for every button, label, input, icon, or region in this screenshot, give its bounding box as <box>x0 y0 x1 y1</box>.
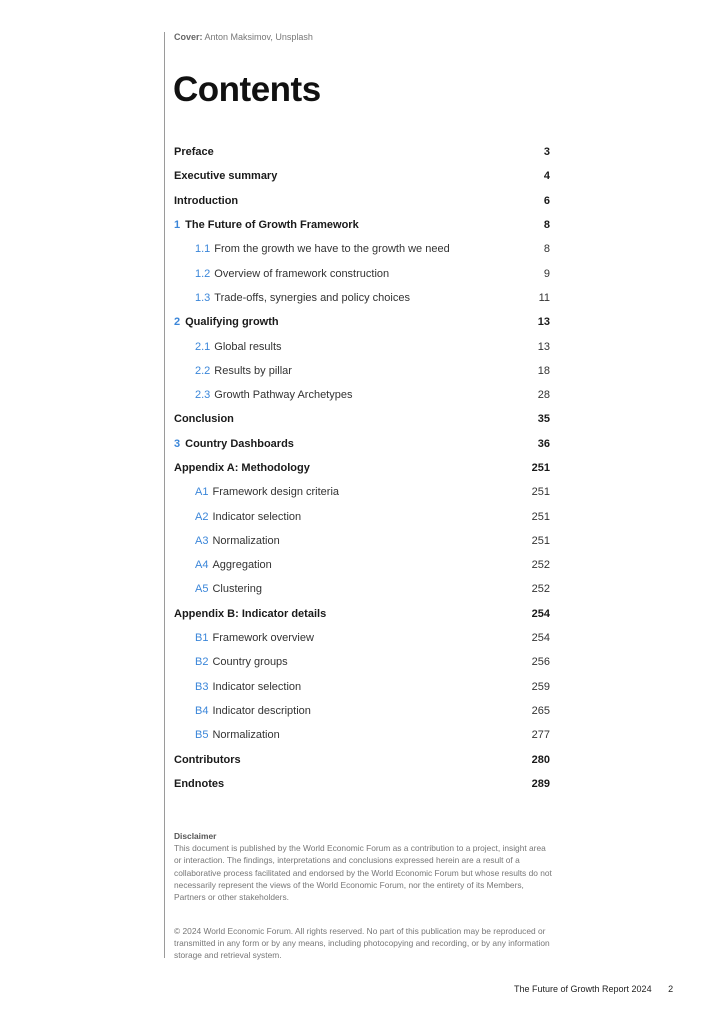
toc-entry-number: 3 <box>174 437 181 450</box>
toc-entry-label: Results by pillar <box>214 364 292 377</box>
toc-entry-label: Executive summary <box>174 170 278 183</box>
left-margin-rule <box>164 32 165 958</box>
toc-subsection[interactable] <box>174 529 550 553</box>
toc-entry-page: 289 <box>531 777 550 790</box>
toc-entry-page: 252 <box>531 583 550 596</box>
toc-section[interactable] <box>174 213 550 237</box>
toc-subsection[interactable] <box>174 359 550 383</box>
toc-entry-title <box>195 511 301 523</box>
page-footer <box>514 984 673 994</box>
toc-entry-label: Framework overview <box>212 632 314 645</box>
toc-entry-title <box>195 365 292 377</box>
toc-entry-label: Global results <box>214 340 282 353</box>
toc-entry-number: A3 <box>195 534 209 547</box>
toc-subsection[interactable] <box>174 334 550 358</box>
toc-entry-label: Framework design criteria <box>212 486 340 499</box>
toc-subsection[interactable] <box>174 504 550 528</box>
toc-entry-page: 35 <box>537 413 550 426</box>
toc-entry-page: 9 <box>543 267 550 280</box>
toc-entry-number: B2 <box>195 656 209 669</box>
toc-subsection[interactable] <box>174 626 550 650</box>
toc-entry-number: 2 <box>174 316 181 329</box>
footer-page-number: 2 <box>668 984 674 994</box>
cover-credit-text: Anton Maksimov, Unsplash <box>204 32 313 42</box>
toc-entry-page: 13 <box>537 316 550 329</box>
toc-entry-label: Introduction <box>174 194 239 207</box>
toc-entry-label: Indicator description <box>212 704 311 717</box>
toc-entry-page: 256 <box>531 656 550 669</box>
toc-entry-number: B5 <box>195 729 209 742</box>
toc-entry-label: Country Dashboards <box>185 437 294 450</box>
toc-entry-page: 277 <box>531 729 550 742</box>
toc-entry-label: Clustering <box>212 583 262 596</box>
toc-section[interactable] <box>174 310 550 334</box>
toc-entry-page: 251 <box>531 486 550 499</box>
toc-entry-title <box>174 316 279 328</box>
copyright-notice: © 2024 World Economic Forum. All rights reserved. No part of this publication may be reproduced or transmitted in any form or by any means, including photocopying and recording, or by any information storage and retrieval system. <box>174 926 550 961</box>
toc-entry-title <box>195 632 314 644</box>
toc-entry-number: 1.3 <box>195 291 211 304</box>
toc-entry-label: Appendix B: Indicator details <box>174 607 327 620</box>
toc-entry-label: Normalization <box>212 729 280 742</box>
toc-entry-page: 11 <box>538 291 550 304</box>
toc-entry-title <box>195 681 301 693</box>
toc-subsection[interactable] <box>174 577 550 601</box>
toc-entry-title <box>195 656 288 668</box>
toc-section[interactable] <box>174 140 550 164</box>
toc-entry-number: 1.1 <box>195 243 211 256</box>
toc-subsection[interactable] <box>174 699 550 723</box>
cover-credit-label: Cover: <box>174 32 203 42</box>
toc-entry-number: 1 <box>174 219 181 232</box>
toc-entry-page: 36 <box>537 437 550 450</box>
toc-entry-title <box>174 413 234 425</box>
toc-entry-title <box>195 389 352 401</box>
disclaimer-text: This document is published by the World Economic Forum as a contribution to a project, insight area or interaction. The findings, interpretations and conclusions expressed herein are a result of a collaborative process facilitated and endorsed by the World Economic Forum but whose results do not necessarily represent the views of the World Economic Forum, nor the entirety of its Members, Partners or other stakeholders. <box>174 843 552 903</box>
toc-subsection[interactable] <box>174 480 550 504</box>
toc-entry-number: 2.2 <box>195 364 211 377</box>
toc-section[interactable] <box>174 164 550 188</box>
toc-entry-title <box>174 608 326 620</box>
toc-entry-page: 280 <box>531 753 550 766</box>
toc-entry-label: Aggregation <box>212 559 272 572</box>
toc-section[interactable] <box>174 189 550 213</box>
toc-entry-title <box>174 170 277 182</box>
toc-entry-label: Normalization <box>212 534 280 547</box>
toc-entry-title <box>195 268 389 280</box>
toc-entry-label: The Future of Growth Framework <box>185 219 359 232</box>
toc-entry-label: Endnotes <box>174 777 225 790</box>
toc-entry-title <box>195 341 282 353</box>
toc-section[interactable] <box>174 432 550 456</box>
toc-entry-title <box>195 729 280 741</box>
toc-subsection[interactable] <box>174 383 550 407</box>
toc-entry-page: 13 <box>537 340 550 353</box>
toc-section[interactable] <box>174 747 550 771</box>
toc-entry-title <box>195 583 262 595</box>
toc-entry-title <box>174 778 224 790</box>
toc-entry-page: 254 <box>531 607 550 620</box>
toc-entry-page: 8 <box>543 243 550 256</box>
toc-entry-page: 18 <box>537 364 550 377</box>
toc-entry-title <box>174 754 241 766</box>
toc-entry-number: A2 <box>195 510 209 523</box>
toc-subsection[interactable] <box>174 286 550 310</box>
toc-entry-number: 2.1 <box>195 340 211 353</box>
page-title: Contents <box>173 70 321 109</box>
toc-entry-page: 254 <box>531 632 550 645</box>
toc-entry-page: 251 <box>531 462 550 474</box>
toc-entry-title <box>195 243 450 255</box>
footer-report-title: The Future of Growth Report 2024 <box>514 984 652 994</box>
toc-entry-title <box>174 462 310 474</box>
toc-entry-label: Growth Pathway Archetypes <box>214 389 353 402</box>
toc-subsection[interactable] <box>174 237 550 261</box>
toc-subsection[interactable] <box>174 650 550 674</box>
toc-entry-page: 265 <box>531 704 550 717</box>
toc-entry-label: Indicator selection <box>212 680 302 693</box>
toc-subsection[interactable] <box>174 553 550 577</box>
toc-section[interactable] <box>174 407 550 431</box>
toc-subsection[interactable] <box>174 723 550 747</box>
toc-entry-number: 2.3 <box>195 389 211 402</box>
toc-entry-page: 251 <box>531 510 550 523</box>
toc-entry-title <box>174 219 359 231</box>
toc-entry-label: Preface <box>174 146 214 159</box>
toc-entry-number: B3 <box>195 680 209 693</box>
toc-entry-label: Indicator selection <box>212 510 302 523</box>
toc-entry-label: From the growth we have to the growth we need <box>214 243 450 256</box>
cover-credit <box>174 32 313 42</box>
toc-entry-page: 252 <box>531 559 550 572</box>
toc-entry-title <box>195 486 339 498</box>
toc-entry-label: Qualifying growth <box>185 316 279 329</box>
disclaimer-heading: Disclaimer <box>174 831 217 841</box>
toc-entry-number: B1 <box>195 632 209 645</box>
toc-section[interactable] <box>174 772 550 796</box>
toc-entry-label: Country groups <box>212 656 288 669</box>
toc-entry-number: A4 <box>195 559 209 572</box>
toc-entry-page: 4 <box>543 170 550 183</box>
toc-entry-page: 6 <box>543 194 550 207</box>
table-of-contents <box>174 140 550 796</box>
toc-subsection[interactable] <box>174 261 550 285</box>
toc-entry-label: Conclusion <box>174 413 234 426</box>
toc-subsection[interactable] <box>174 675 550 699</box>
toc-entry-title <box>174 146 214 158</box>
toc-entry-title <box>195 705 311 717</box>
toc-entry-page: 3 <box>543 146 550 159</box>
toc-entry-label: Overview of framework construction <box>214 267 390 280</box>
toc-entry-page: 8 <box>543 219 550 232</box>
toc-entry-title <box>174 195 238 207</box>
disclaimer <box>174 830 554 903</box>
toc-entry-title <box>195 535 280 547</box>
toc-section[interactable] <box>174 602 550 626</box>
toc-entry-number: A1 <box>195 486 209 499</box>
toc-entry-title <box>174 438 294 450</box>
toc-entry-page: 28 <box>537 389 550 402</box>
toc-section[interactable] <box>174 456 550 480</box>
toc-entry-number: B4 <box>195 704 209 717</box>
toc-entry-title <box>195 559 272 571</box>
toc-entry-page: 259 <box>531 680 550 693</box>
toc-entry-label: Appendix A: Methodology <box>174 462 310 474</box>
toc-entry-label: Trade-offs, synergies and policy choices <box>214 291 410 304</box>
toc-entry-page: 251 <box>531 534 550 547</box>
toc-entry-number: A5 <box>195 583 209 596</box>
toc-entry-number: 1.2 <box>195 267 211 280</box>
toc-entry-title <box>195 292 410 304</box>
toc-entry-label: Contributors <box>174 753 241 766</box>
